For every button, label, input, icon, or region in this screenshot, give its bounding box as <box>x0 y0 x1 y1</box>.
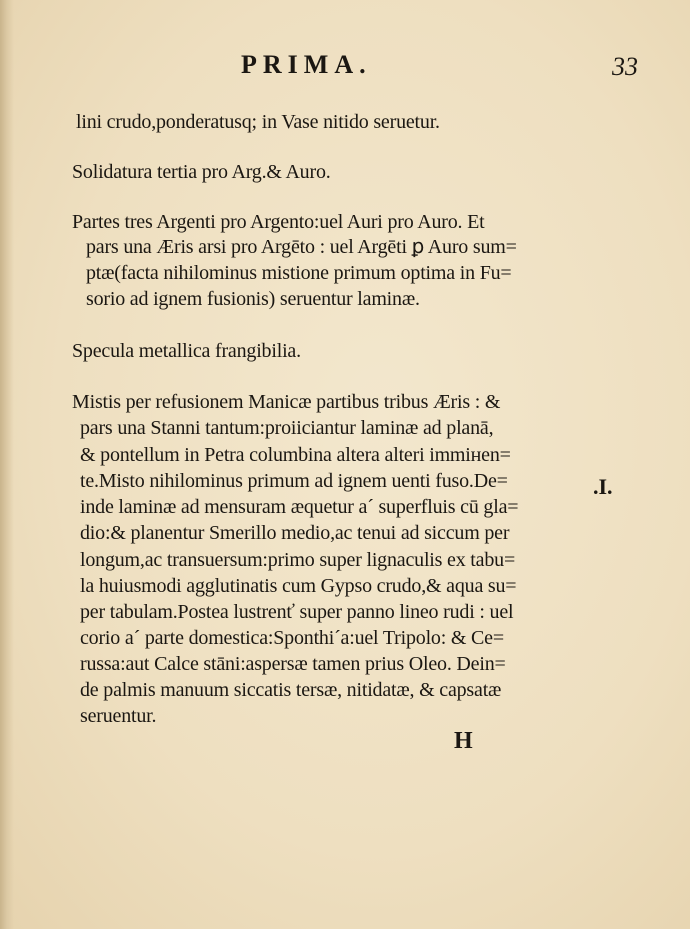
section-heading: Solidatura tertia pro Arg.& Auro. <box>72 161 331 183</box>
text-line: corio a´ parte domestica:Sponthi´a:uel Tripolo: & Ce= <box>80 627 504 649</box>
section-heading: Specula metallica frangibilia. <box>72 340 301 362</box>
text-line: lini crudo,ponderatusq; in Vase nitido seruetur. <box>76 111 440 133</box>
text-line: ptæ(facta nihilominus mistione primum optima in Fu= <box>86 262 512 284</box>
text-line: Mistis per refusionem Manicæ partibus tribus Æris : & <box>72 391 501 413</box>
text-line: la huiusmodi agglutinatis cum Gypso crudo,& aqua su= <box>80 575 517 597</box>
text-line: sorio ad ignem fusionis) seruentur laminæ. <box>86 288 420 310</box>
text-line: & pontellum in Petra columbina altera alteri immінen= <box>80 444 511 466</box>
text-line: te.Misto nihilominus primum ad ignem uenti fuso.De= <box>80 470 508 492</box>
text-line: seruentur. <box>80 705 157 727</box>
text-line: dio:& planentur Smerillo medio,ac tenui ad siccum per <box>80 522 510 544</box>
text-line: per tabulam.Postea lustrenť super panno lineo rudi : uel <box>80 601 514 623</box>
text-line: de palmis manuum siccatis tersæ, nitidatæ, & capsatæ <box>80 679 502 701</box>
gutter-shadow <box>0 0 14 929</box>
margin-note: .I. <box>593 474 613 499</box>
text-line: Partes tres Argenti pro Argento:uel Auri pro Auro. Et <box>72 211 485 233</box>
text-line: inde laminæ ad mensuram æquetur a´ superfluis cū gla= <box>80 496 519 518</box>
text-line: longum,ac transuersum:primo super lignaculis ex tabu= <box>80 549 516 571</box>
text-line: pars una Stanni tantum:proiiciantur laminæ ad planā, <box>80 417 494 439</box>
page-number: 33 <box>612 52 638 81</box>
text-line: russa:aut Calce stāni:aspersæ tamen prius Oleo. Dein= <box>80 653 506 675</box>
running-head: PRIMA. <box>241 50 372 79</box>
text-line: pars una Æris arsi pro Argēto : uel Argēti ꝑ Auro sum= <box>86 236 517 258</box>
signature-mark: H <box>454 728 473 754</box>
